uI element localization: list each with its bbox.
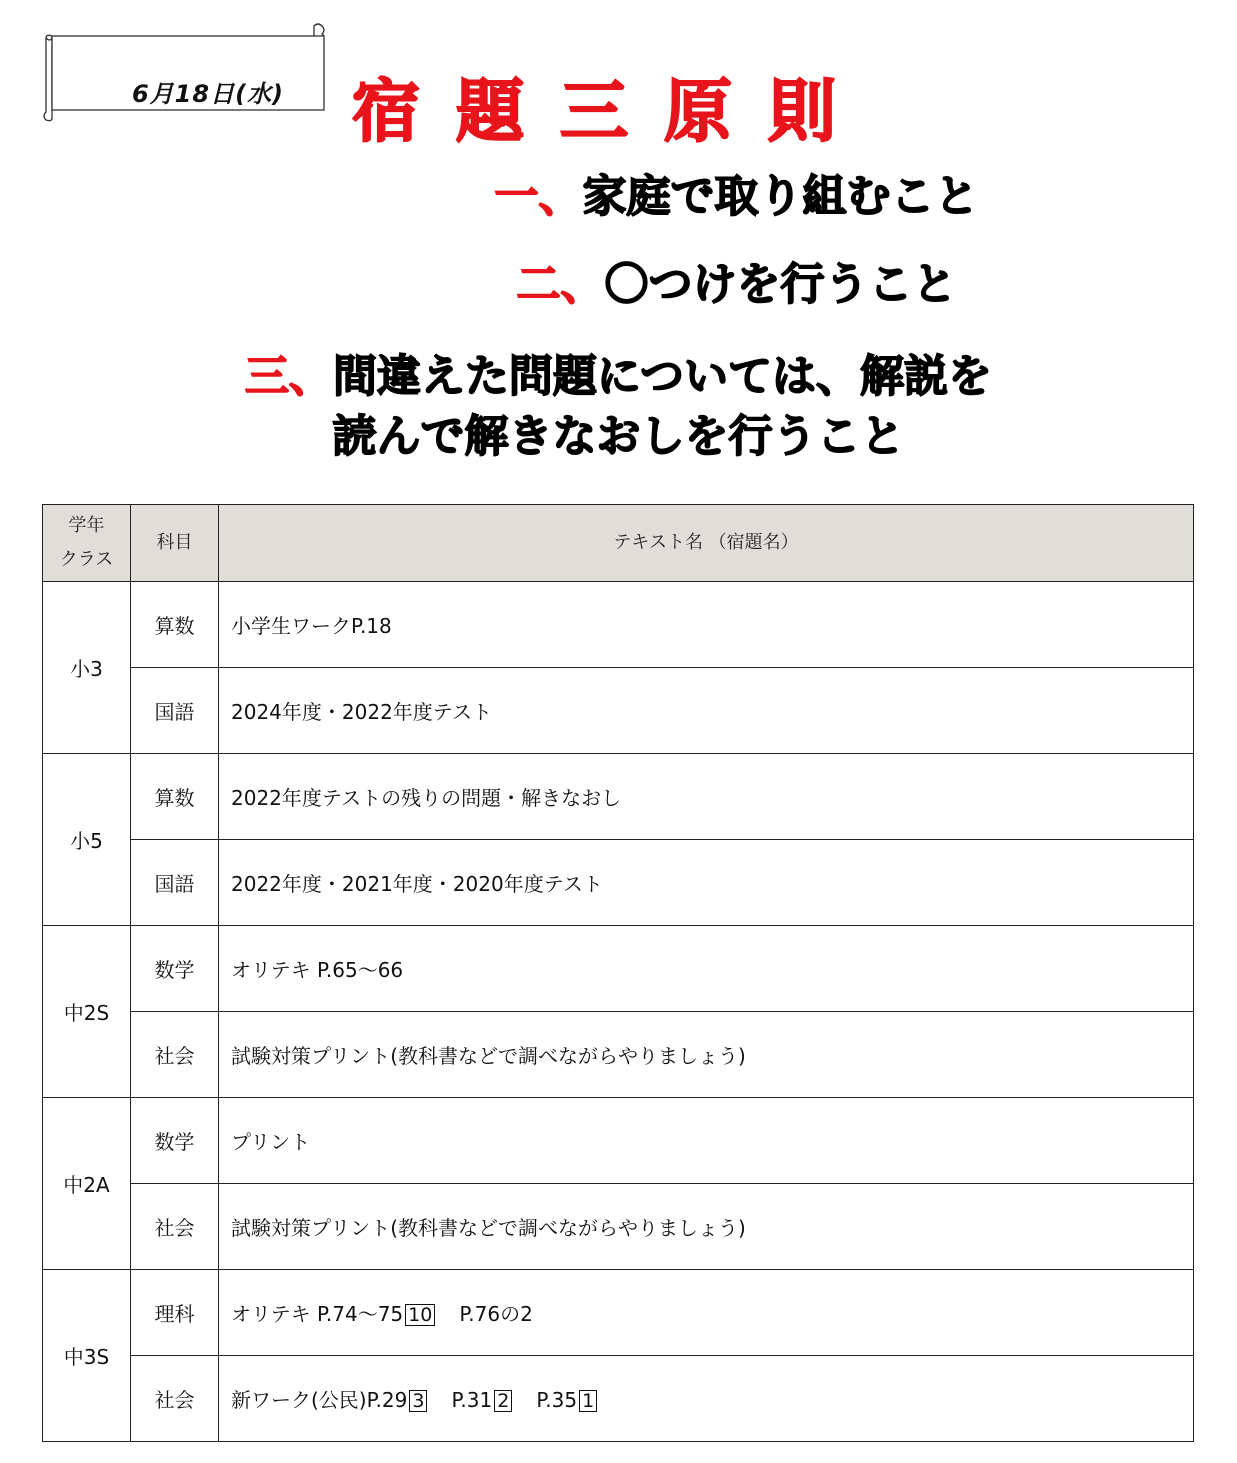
- subject-cell: 国語: [131, 840, 219, 926]
- table-row: [43, 840, 1194, 926]
- table-row: [43, 754, 1194, 840]
- table-header-row: [43, 505, 1194, 582]
- text-part: 新ワーク(公民)P.29: [231, 1388, 408, 1412]
- principle-2-text: 〇つけを行うこと: [604, 259, 957, 310]
- page-title: 宿題三原則: [352, 73, 873, 152]
- principle-1: [118, 160, 1237, 224]
- principle-3-line2: [0, 400, 1237, 464]
- text-part: P.76の2: [459, 1302, 533, 1326]
- principle-3-number: 三、: [244, 351, 333, 402]
- header-grade-line2: クラス: [59, 549, 114, 570]
- principle-3: [0, 340, 1237, 404]
- problem-number-box: 3: [409, 1390, 427, 1412]
- header-grade: [43, 505, 131, 582]
- homework-table: [42, 504, 1194, 1442]
- subject-cell: 数学: [131, 926, 219, 1012]
- text-cell: 試験対策プリント(教科書などで調べながらやりましょう): [219, 1012, 1194, 1098]
- subject-cell: 社会: [131, 1356, 219, 1442]
- table-row: [43, 1098, 1194, 1184]
- subject-cell: 国語: [131, 668, 219, 754]
- principle-3-text-line2: 読んで解きなおしを行うこと: [332, 411, 905, 462]
- header-subject: 科目: [131, 505, 219, 582]
- text-cell: 試験対策プリント(教科書などで調べながらやりましょう): [219, 1184, 1194, 1270]
- text-cell: 2022年度・2021年度・2020年度テスト: [219, 840, 1194, 926]
- table-row: [43, 1270, 1194, 1356]
- principle-1-text: 家庭で取り組むこと: [582, 171, 979, 222]
- subject-cell: 算数: [131, 754, 219, 840]
- grade-cell: 小5: [43, 754, 131, 926]
- table-row: [43, 582, 1194, 668]
- text-cell: 2022年度テストの残りの問題・解きなおし: [219, 754, 1194, 840]
- principle-1-number: 一、: [494, 171, 583, 222]
- subject-cell: 算数: [131, 582, 219, 668]
- text-cell: プリント: [219, 1098, 1194, 1184]
- text-cell: [219, 1356, 1194, 1442]
- grade-cell: 中2S: [43, 926, 131, 1098]
- problem-number-box: 1: [579, 1390, 597, 1412]
- grade-cell: 小3: [43, 582, 131, 754]
- subject-cell: 社会: [131, 1184, 219, 1270]
- text-part: P.31: [451, 1388, 493, 1412]
- problem-number-box: 10: [405, 1304, 435, 1326]
- principle-2: [118, 248, 1237, 312]
- header-grade-line1: 学年: [68, 515, 105, 536]
- text-part: オリテキ P.74～75: [231, 1302, 404, 1326]
- date-scroll: [42, 22, 326, 120]
- table-row: [43, 668, 1194, 754]
- problem-number-box: 2: [494, 1390, 512, 1412]
- table-row: [43, 926, 1194, 1012]
- grade-cell: 中2A: [43, 1098, 131, 1270]
- text-cell: オリテキ P.65～66: [219, 926, 1194, 1012]
- subject-cell: 理科: [131, 1270, 219, 1356]
- subject-cell: 社会: [131, 1012, 219, 1098]
- table-row: [43, 1012, 1194, 1098]
- text-part: P.35: [536, 1388, 578, 1412]
- text-cell: 2024年度・2022年度テスト: [219, 668, 1194, 754]
- date-label: 6月18日(水): [131, 80, 285, 108]
- table-row: [43, 1356, 1194, 1442]
- subject-cell: 数学: [131, 1098, 219, 1184]
- grade-cell: 中3S: [43, 1270, 131, 1442]
- table-row: [43, 1184, 1194, 1270]
- text-cell: 小学生ワークP.18: [219, 582, 1194, 668]
- text-cell: [219, 1270, 1194, 1356]
- principle-3-text-line1: 間違えた問題については、解説を: [332, 351, 993, 402]
- header-text: テキスト名 （宿題名）: [219, 505, 1194, 582]
- principle-2-number: 二、: [516, 259, 605, 310]
